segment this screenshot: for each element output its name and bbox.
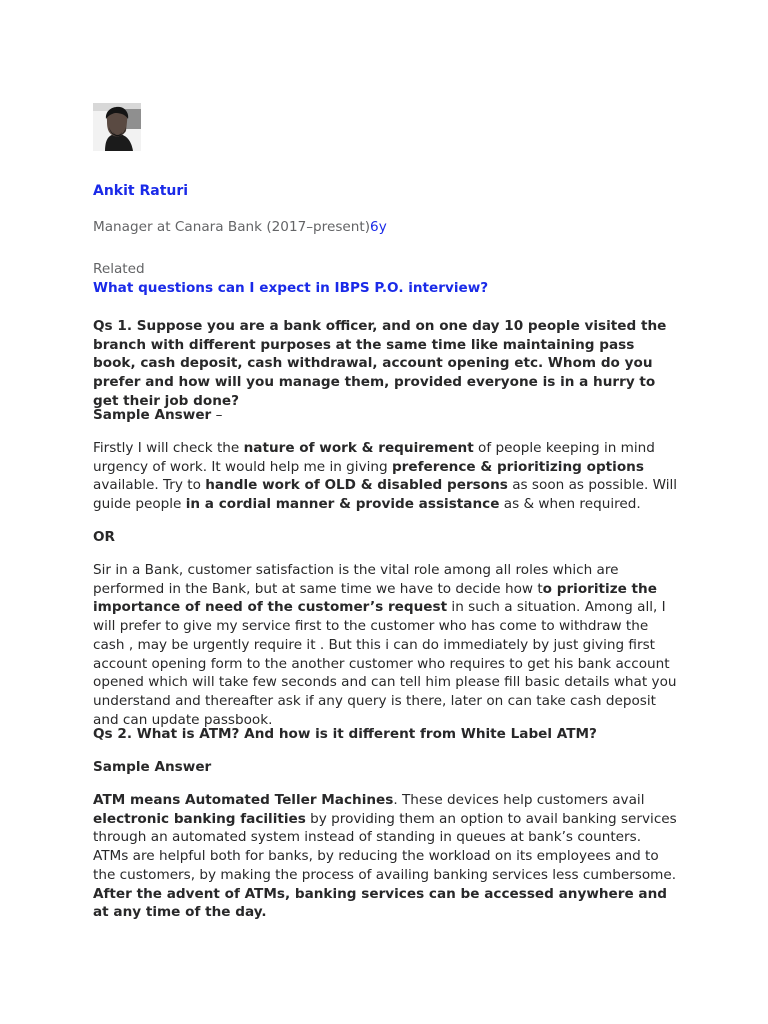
answer-3-bold: ATM means Automated Teller Machines: [93, 792, 394, 808]
or-separator: [93, 528, 678, 547]
author-name[interactable]: Ankit Raturi: [93, 183, 189, 199]
sample-answer-1-label-text: Sample Answer: [93, 407, 212, 423]
answer-1-bold: handle work of OLD & disabled persons: [205, 477, 508, 494]
answer-1-bold: in a cordial manner & provide assistance: [185, 496, 500, 513]
answer-3-bold: After the advent of ATMs, banking services can be accessed anywhere and at any time of the day.: [93, 885, 668, 921]
question-2: [93, 725, 678, 744]
author-avatar[interactable]: [93, 103, 141, 151]
or-text: OR: [93, 529, 116, 545]
answer-3-text: by providing them an option to avail banking services through an automated system instead of standing in queues at bank’s counters. ATMs are helpful both for banks, by reducing the workload on its employees and to the customers, by making the process of availing banking services less cumbersome.: [93, 810, 677, 883]
answer-1-text: as & when required.: [499, 496, 641, 513]
sample-answer-2-label-text: Sample Answer: [93, 759, 212, 775]
profile-photo-icon: [93, 103, 141, 151]
answer-paragraph-1: [93, 439, 678, 514]
answer-1-bold: preference & prioritizing options: [391, 458, 644, 475]
answer-2-text: in such a situation. Among all, I will prefer to give my service first to the customer who has come to withdraw the cash , may be urgently require it . But this i can do immediately by just giving first account opening form to the another customer who requires to get his bank account opened which will take few seconds and can tell him please fill basic details what you understand and thereafter ask if any query is there, later on can take cash deposit and can update passbook.: [93, 599, 677, 728]
answer-1-text: as soon as possible. Will guide people: [93, 477, 678, 513]
question-2-text: Qs 2. What is ATM? And how is it different from White Label ATM?: [93, 726, 597, 742]
sample-answer-1-label: [93, 406, 678, 425]
author-credential: [93, 219, 678, 235]
sample-answer-1-dash: –: [211, 407, 223, 423]
answer-paragraph-2: [93, 561, 678, 729]
credential-text: Manager at Canara Bank (2017–present): [93, 219, 371, 235]
sample-answer-2-label: [93, 758, 678, 777]
answer-1-text: Firstly I will check the: [93, 440, 244, 456]
answer-2-text: Sir in a Bank, customer satisfaction is the vital role among all roles which are performed in the Bank, but at same time we have to decide how t: [93, 562, 619, 597]
question-1-text: Qs 1. Suppose you are a bank officer, and on one day 10 people visited the branch with different purposes at the same time like maintaining pass book, cash deposit, cash withdrawal, account opening etc. Whom do you prefer and how will you manage them, provided everyone is in a hurry to get their job done?: [93, 318, 667, 409]
answer-timestamp[interactable]: 6y: [370, 219, 387, 235]
related-label: Related: [93, 261, 145, 277]
answer-1-bold: nature of work & requirement: [243, 440, 474, 456]
answer-3-text: . These devices help customers avail: [393, 792, 645, 808]
answer-paragraph-3: [93, 791, 678, 922]
answer-1-text: of people keeping in mind urgency of work. It would help me in giving: [93, 440, 655, 475]
answer-2-bold: o prioritize the importance of need of the customer’s request: [93, 580, 657, 616]
answer-1-text: available. Try to: [93, 477, 206, 494]
related-question-link[interactable]: What questions can I expect in IBPS P.O. interview?: [93, 280, 489, 296]
question-1: [93, 317, 678, 411]
answer-3-bold: electronic banking facilities: [93, 810, 306, 827]
